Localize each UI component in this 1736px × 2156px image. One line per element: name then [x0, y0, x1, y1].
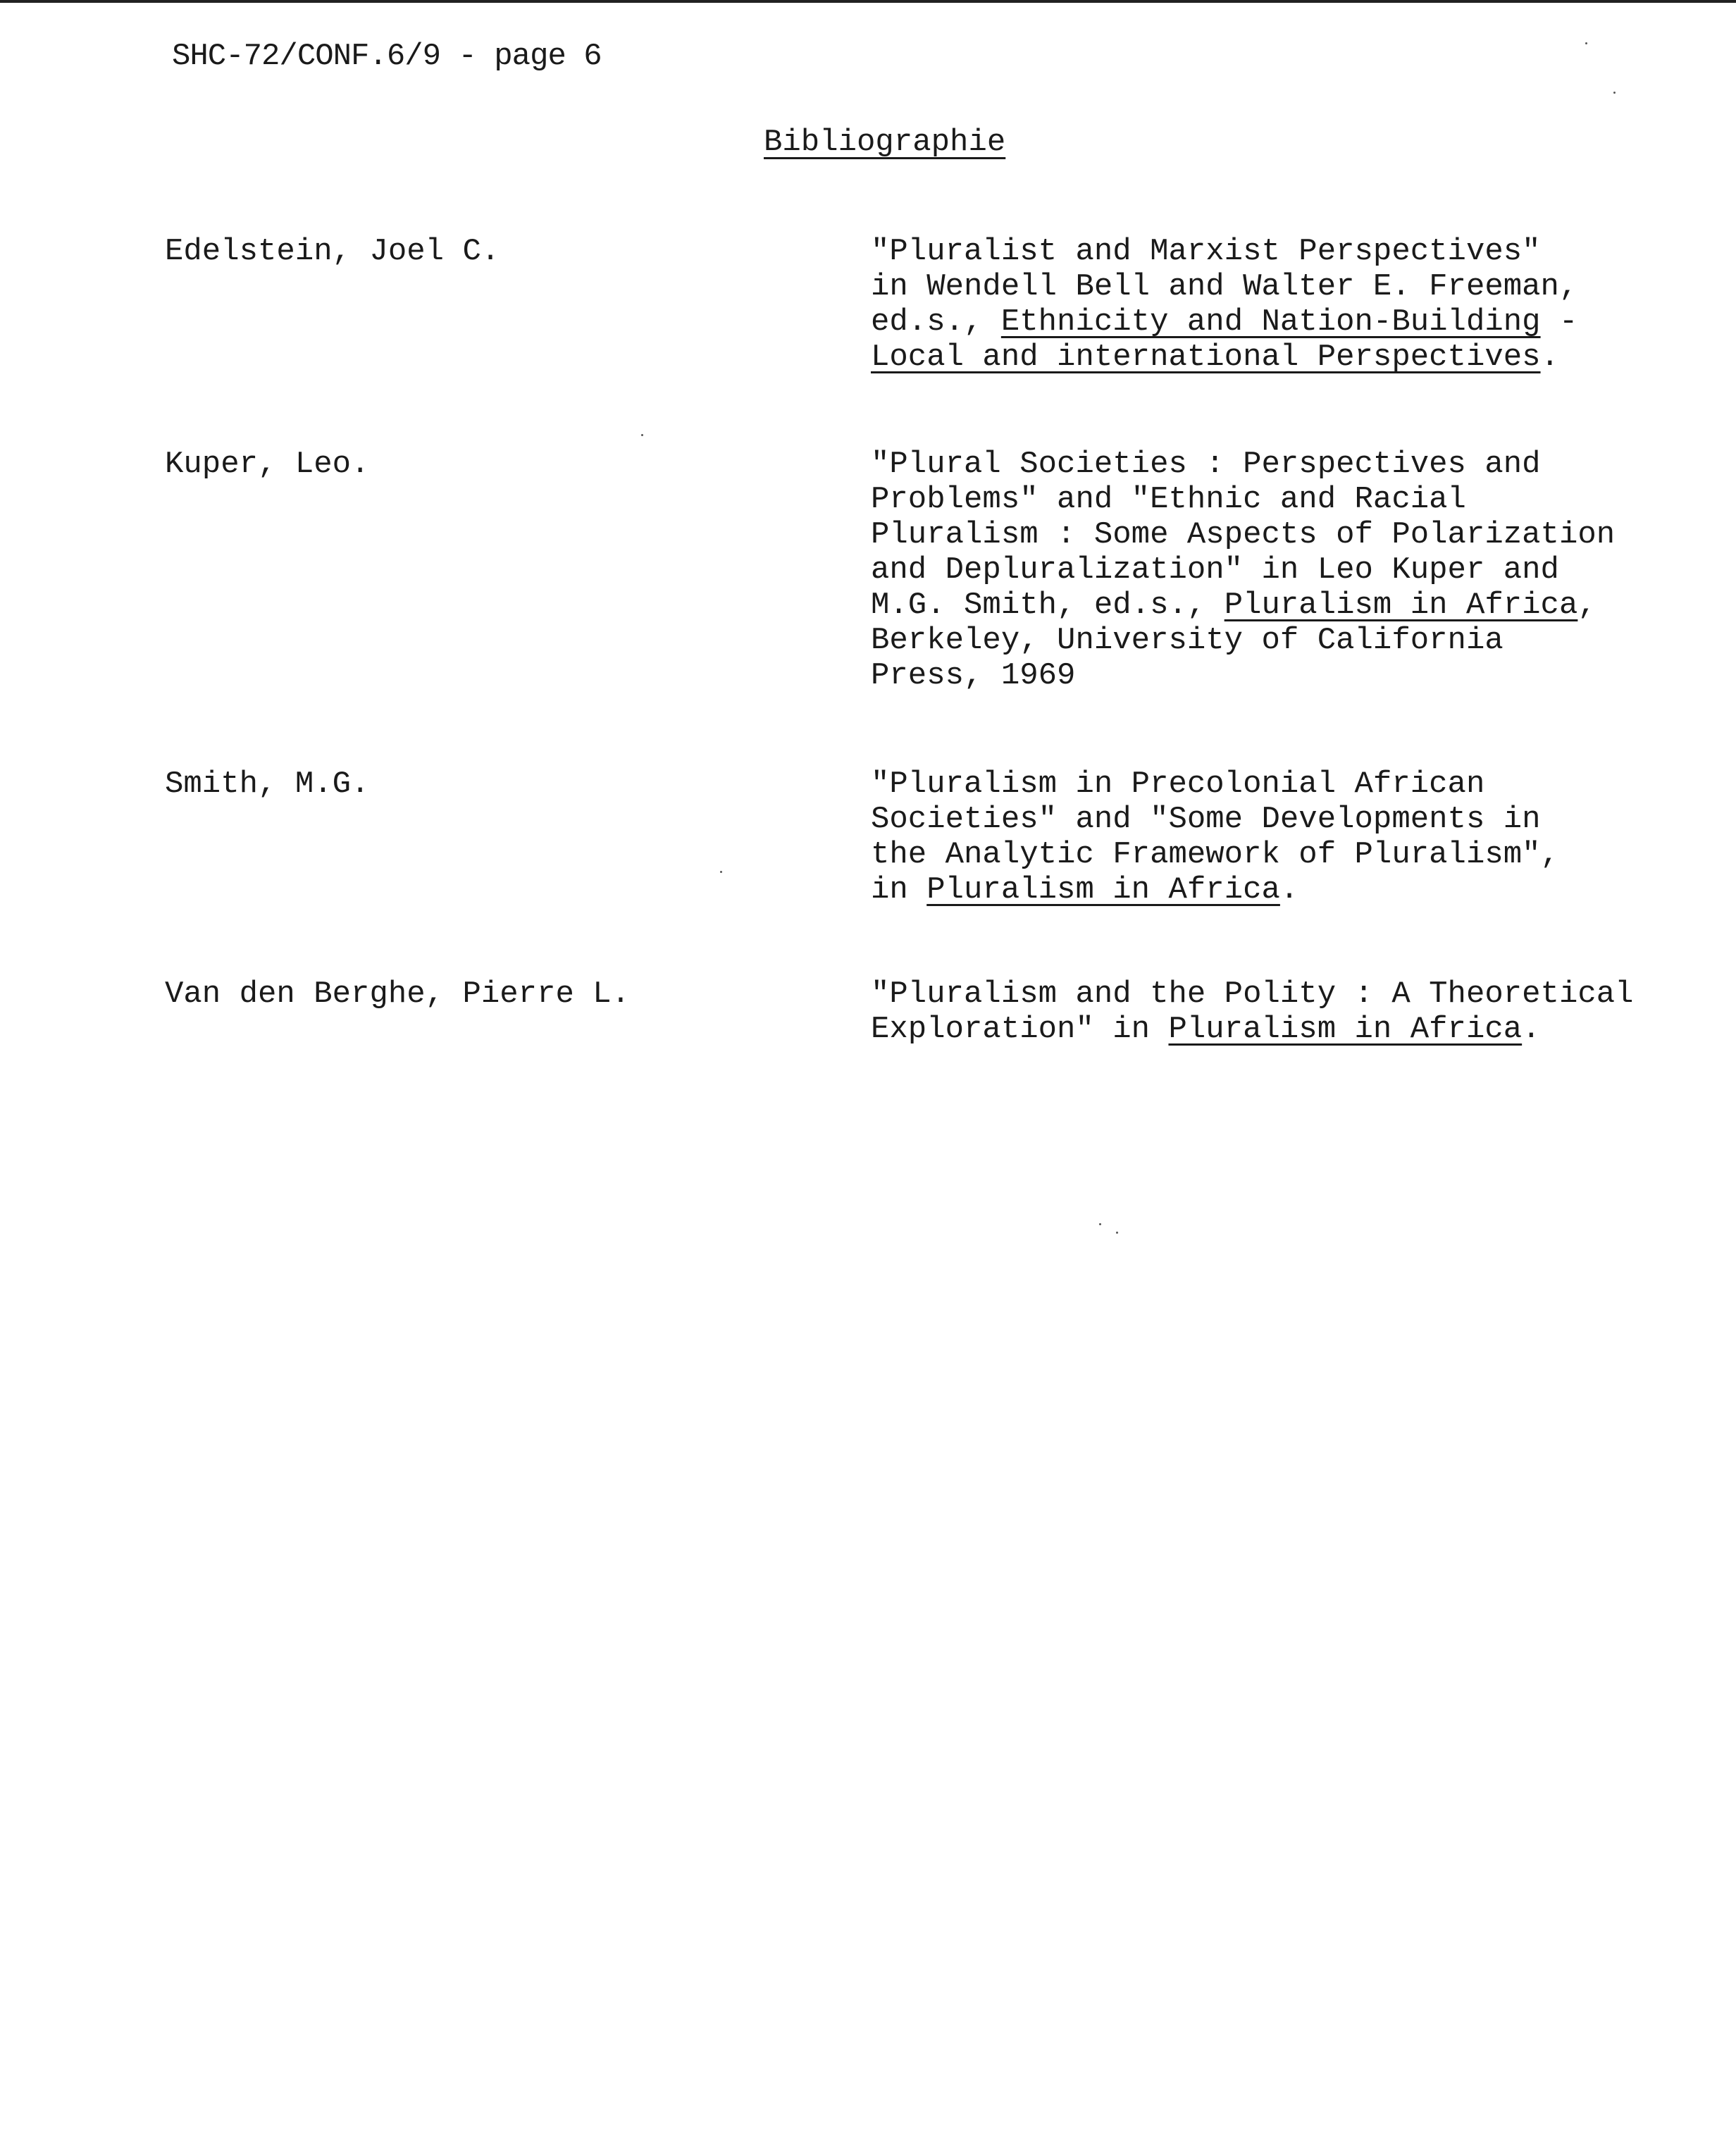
- citation-line: [871, 588, 1618, 623]
- scan-speck: [641, 434, 643, 436]
- citation-line: [871, 767, 1618, 802]
- citation-line: [871, 269, 1618, 304]
- scan-speck: [720, 871, 722, 873]
- citation-line: [871, 658, 1618, 693]
- citation-line: [871, 1012, 1618, 1047]
- entry-citation: [871, 234, 1618, 375]
- citation-text: Berkeley, University of California: [871, 623, 1504, 658]
- citation-title-underlined: Pluralism in Africa: [1224, 588, 1578, 623]
- citation-line: [871, 304, 1618, 340]
- scan-speck: [1116, 1232, 1118, 1234]
- entry-author: Edelstein, Joel C.: [165, 234, 500, 269]
- citation-text: .: [1279, 872, 1299, 907]
- citation-line: [871, 517, 1618, 552]
- page-reference: SHC-72/CONF.6/9 - page 6: [172, 39, 602, 74]
- citation-text: "Pluralism in Precolonial African: [871, 767, 1485, 802]
- citation-text: Exploration" in: [871, 1012, 1169, 1047]
- citation-title-underlined: Ethnicity and Nation-Building: [1000, 304, 1541, 340]
- citation-line: [871, 623, 1618, 658]
- citation-text: ,: [1577, 588, 1596, 623]
- citation-line: [871, 977, 1634, 1012]
- citation-line: [871, 802, 1618, 837]
- citation-text: .: [1540, 340, 1559, 375]
- citation-text: the Analytic Framework of Pluralism",: [871, 837, 1559, 872]
- scan-speck: [1099, 1223, 1101, 1225]
- page-title: Bibliographie: [764, 125, 1006, 160]
- scan-speck: [1613, 92, 1616, 94]
- citation-text: in Wendell Bell and Walter E. Freeman,: [871, 269, 1578, 304]
- citation-line: [871, 837, 1618, 872]
- entry-citation: [871, 977, 1634, 1047]
- scan-speck: [1585, 42, 1587, 44]
- citation-title-underlined: Pluralism in Africa: [1168, 1012, 1523, 1047]
- citation-text: "Pluralism and the Polity : A Theoretical: [871, 977, 1634, 1012]
- citation-title-underlined: Local and international Perspectives: [871, 340, 1541, 375]
- citation-line: [871, 552, 1618, 588]
- entry-citation: [871, 767, 1618, 907]
- citation-text: in: [871, 872, 927, 907]
- citation-text: Problems" and "Ethnic and Racial: [871, 482, 1466, 517]
- entry-author: Van den Berghe, Pierre L.: [165, 977, 631, 1012]
- citation-line: [871, 872, 1618, 907]
- citation-line: [871, 234, 1618, 269]
- citation-line: [871, 340, 1618, 375]
- entry-author: Kuper, Leo.: [165, 447, 370, 482]
- citation-text: Societies" and "Some Developments in: [871, 802, 1541, 837]
- citation-text: ed.s.,: [871, 304, 1001, 340]
- citation-text: Press, 1969: [871, 658, 1076, 693]
- entry-citation: [871, 447, 1618, 693]
- citation-text: "Plural Societies : Perspectives and: [871, 447, 1541, 482]
- citation-text: Pluralism : Some Aspects of Polarization: [871, 517, 1616, 552]
- citation-text: .: [1522, 1012, 1541, 1047]
- citation-line: [871, 447, 1618, 482]
- citation-text: and Depluralization" in Leo Kuper and: [871, 552, 1559, 588]
- entry-author: Smith, M.G.: [165, 767, 370, 802]
- citation-line: [871, 482, 1618, 517]
- citation-text: M.G. Smith, ed.s.,: [871, 588, 1224, 623]
- citation-text: -: [1540, 304, 1578, 340]
- citation-title-underlined: Pluralism in Africa: [926, 872, 1280, 907]
- citation-text: "Pluralist and Marxist Perspectives": [871, 234, 1541, 269]
- top-border-rule: [0, 0, 1736, 3]
